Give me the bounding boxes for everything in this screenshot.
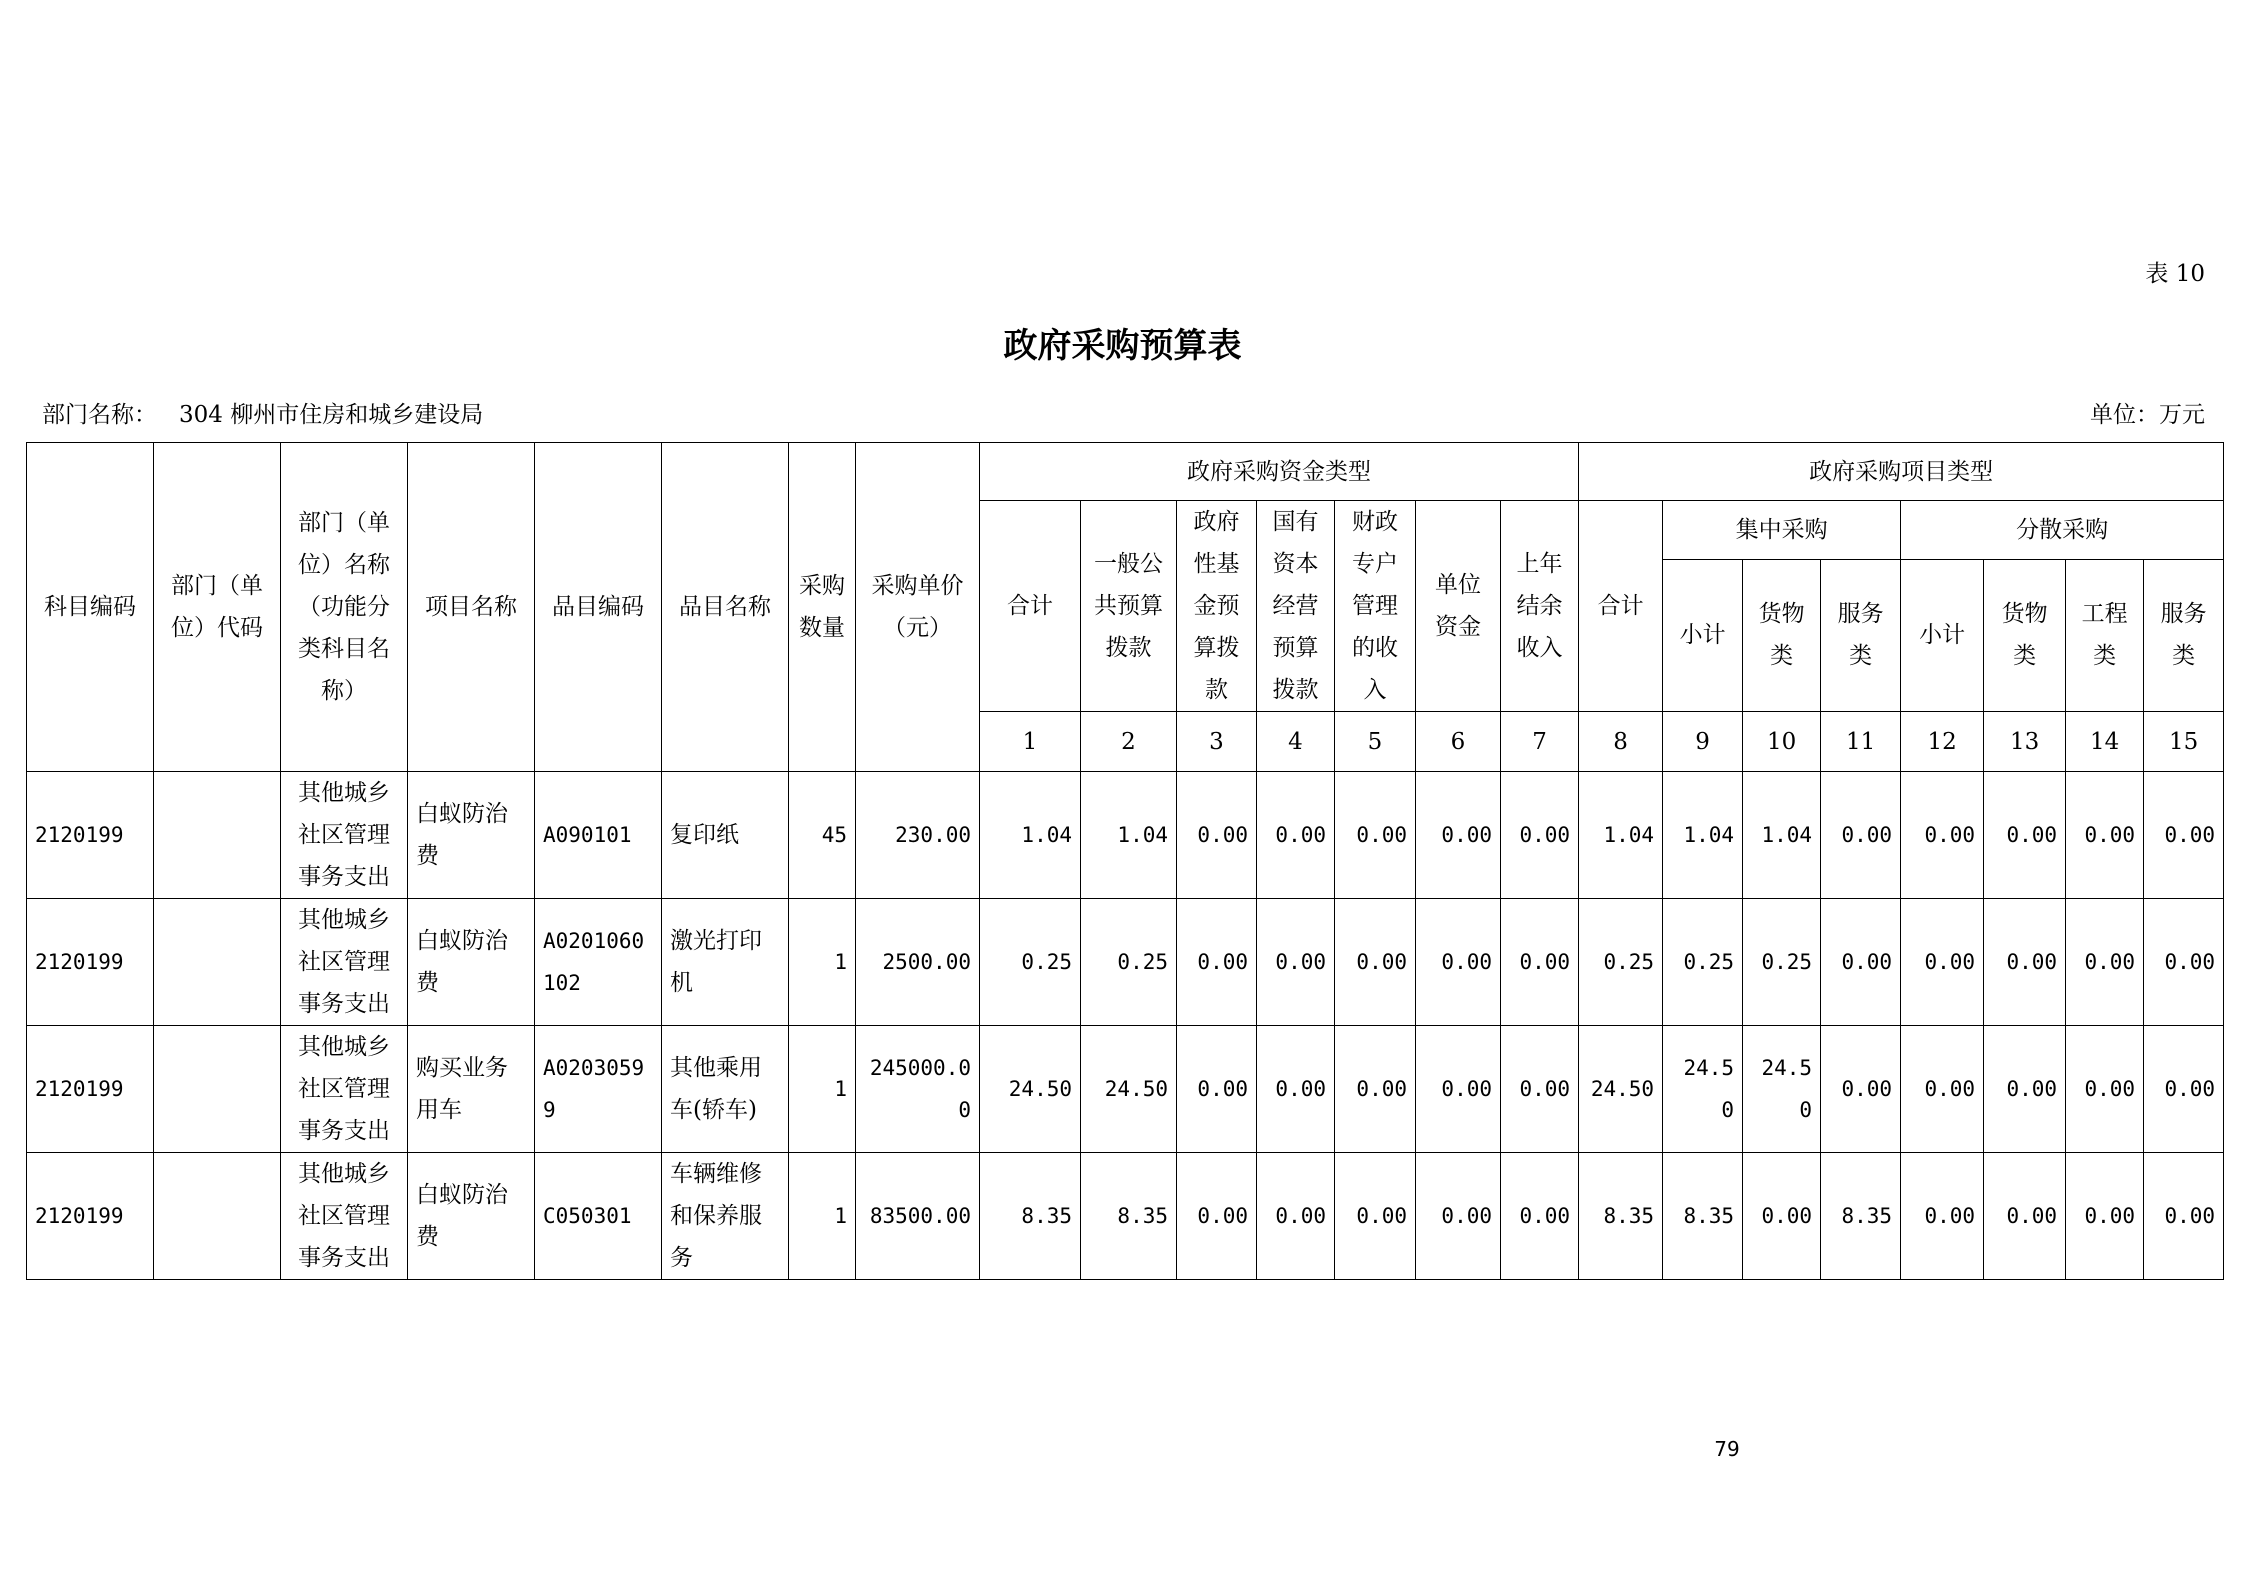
cell-value: 24.50 [1743,1026,1821,1153]
cell-item-code: C050301 [535,1153,662,1280]
header-d-goods: 货物类 [1984,559,2066,711]
header-c-goods: 货物类 [1743,559,1821,711]
header-general-budget: 一般公共预算拨款 [1081,501,1177,712]
cell-value: 0.00 [1416,1153,1501,1280]
cell-dept-name: 其他城乡社区管理事务支出 [281,1026,408,1153]
cell-dept-code [154,772,281,899]
header-special-account: 财政专户管理的收入 [1335,501,1416,712]
cell-value: 0.00 [2066,1026,2144,1153]
cell-value: 0.00 [1501,1026,1579,1153]
cell-value: 1.04 [1743,772,1821,899]
cell-qty: 1 [789,1026,856,1153]
col-number: 7 [1501,712,1579,772]
cell-value: 0.00 [1901,1026,1984,1153]
cell-value: 0.25 [1579,899,1663,1026]
cell-subject-code: 2120199 [27,899,154,1026]
cell-value: 0.25 [1663,899,1743,1026]
cell-value: 1.04 [1081,772,1177,899]
cell-value: 0.00 [1257,899,1335,1026]
cell-value: 0.00 [1901,1153,1984,1280]
table-row [27,1026,2224,1153]
header-quantity: 采购数量 [789,443,856,772]
cell-value: 0.00 [1177,1026,1257,1153]
header-d-subtotal: 小计 [1901,559,1984,711]
cell-qty: 1 [789,1153,856,1280]
department-line [42,396,483,429]
cell-project: 白蚁防治费 [408,772,535,899]
cell-value: 0.00 [1335,1026,1416,1153]
cell-value: 0.25 [980,899,1081,1026]
cell-item-name: 其他乘用车(轿车) [662,1026,789,1153]
col-number: 10 [1743,712,1821,772]
cell-item-name: 车辆维修和保养服务 [662,1153,789,1280]
department-label: 部门名称： [42,402,157,428]
header-d-works: 工程类 [2066,559,2144,711]
cell-dept-name: 其他城乡社区管理事务支出 [281,772,408,899]
header-unit-fund: 单位资金 [1416,501,1501,712]
cell-value: 0.00 [1416,772,1501,899]
cell-value: 24.50 [1663,1026,1743,1153]
table-row [27,899,2224,1026]
cell-value: 8.35 [980,1153,1081,1280]
cell-value: 0.00 [1416,899,1501,1026]
cell-value: 0.00 [2066,1153,2144,1280]
header-state-capital: 国有资本经营预算拨款 [1257,501,1335,712]
cell-qty: 1 [789,899,856,1026]
header-gov-fund: 政府性基金预算拨款 [1177,501,1257,712]
procurement-budget-table [26,442,2224,1280]
header-fund-total: 合计 [980,501,1081,712]
cell-value: 24.50 [980,1026,1081,1153]
cell-dept-code [154,1026,281,1153]
header-subject-code: 科目编码 [27,443,154,772]
header-dept-name: 部门（单位）名称（功能分类科目名称） [281,443,408,772]
cell-value: 8.35 [1663,1153,1743,1280]
cell-value: 24.50 [1579,1026,1663,1153]
cell-value: 0.00 [1501,772,1579,899]
cell-dept-code [154,1153,281,1280]
col-number: 6 [1416,712,1501,772]
cell-project: 购买业务用车 [408,1026,535,1153]
header-item-code: 品目编码 [535,443,662,772]
cell-item-code: A0201060102 [535,899,662,1026]
cell-value: 0.00 [1821,772,1901,899]
col-number: 13 [1984,712,2066,772]
col-number: 14 [2066,712,2144,772]
header-item-name: 品目名称 [662,443,789,772]
header-fund-type: 政府采购资金类型 [980,443,1579,501]
header-proj-total: 合计 [1579,501,1663,712]
col-number: 12 [1901,712,1984,772]
header-dept-code: 部门（单位）代码 [154,443,281,772]
cell-subject-code: 2120199 [27,1153,154,1280]
cell-value: 0.00 [1821,1026,1901,1153]
header-unit-price: 采购单价（元） [856,443,980,772]
cell-item-code: A02030599 [535,1026,662,1153]
cell-value: 24.50 [1081,1026,1177,1153]
col-number: 8 [1579,712,1663,772]
cell-price: 2500.00 [856,899,980,1026]
page-number: 79 [1714,1437,1740,1461]
cell-subject-code: 2120199 [27,772,154,899]
header-project-name: 项目名称 [408,443,535,772]
cell-price: 230.00 [856,772,980,899]
cell-value: 0.00 [1416,1026,1501,1153]
cell-value: 0.25 [1081,899,1177,1026]
col-number: 2 [1081,712,1177,772]
cell-subject-code: 2120199 [27,1026,154,1153]
cell-value: 0.00 [2144,899,2224,1026]
cell-value: 8.35 [1081,1153,1177,1280]
cell-value: 0.00 [1984,1026,2066,1153]
cell-price: 245000.00 [856,1026,980,1153]
header-c-services: 服务类 [1821,559,1901,711]
cell-project: 白蚁防治费 [408,899,535,1026]
cell-item-code: A090101 [535,772,662,899]
unit-label: 单位：万元 [2090,402,2205,428]
cell-value: 1.04 [1663,772,1743,899]
cell-value: 0.00 [1335,1153,1416,1280]
cell-dept-name: 其他城乡社区管理事务支出 [281,1153,408,1280]
cell-project: 白蚁防治费 [408,1153,535,1280]
header-dispersed: 分散采购 [1901,501,2224,560]
cell-value: 0.00 [1743,1153,1821,1280]
cell-price: 83500.00 [856,1153,980,1280]
cell-value: 0.00 [1177,772,1257,899]
header-project-type: 政府采购项目类型 [1579,443,2224,501]
cell-value: 0.00 [2066,899,2144,1026]
department-value: 304 柳州市住房和城乡建设局 [179,402,484,428]
cell-value: 0.00 [2144,1153,2224,1280]
cell-value: 0.00 [1901,772,1984,899]
cell-value: 0.00 [1257,1153,1335,1280]
header-carryover: 上年结余收入 [1501,501,1579,712]
cell-value: 8.35 [1579,1153,1663,1280]
col-number: 5 [1335,712,1416,772]
cell-value: 1.04 [980,772,1081,899]
cell-value: 0.00 [1257,1026,1335,1153]
col-number: 9 [1663,712,1743,772]
cell-value: 0.25 [1743,899,1821,1026]
table-row [27,772,2224,899]
cell-value: 0.00 [1335,899,1416,1026]
cell-qty: 45 [789,772,856,899]
cell-value: 0.00 [1257,772,1335,899]
cell-value: 0.00 [2144,1026,2224,1153]
cell-dept-code [154,899,281,1026]
cell-value: 0.00 [1335,772,1416,899]
col-number: 4 [1257,712,1335,772]
cell-value: 0.00 [2066,772,2144,899]
cell-value: 0.00 [2144,772,2224,899]
cell-item-name: 激光打印机 [662,899,789,1026]
col-number: 3 [1177,712,1257,772]
col-number: 15 [2144,712,2224,772]
cell-dept-name: 其他城乡社区管理事务支出 [281,899,408,1026]
col-number: 11 [1821,712,1901,772]
header-centralized: 集中采购 [1663,501,1901,560]
cell-value: 0.00 [1984,899,2066,1026]
cell-value: 0.00 [1177,1153,1257,1280]
cell-item-name: 复印纸 [662,772,789,899]
cell-value: 0.00 [1177,899,1257,1026]
cell-value: 0.00 [1821,899,1901,1026]
header-c-subtotal: 小计 [1663,559,1743,711]
header-d-services: 服务类 [2144,559,2224,711]
table-row [27,1153,2224,1280]
table-number: 表 10 [2145,261,2205,287]
page-title: 政府采购预算表 [1003,326,1242,366]
cell-value: 0.00 [1984,772,2066,899]
cell-value: 1.04 [1579,772,1663,899]
cell-value: 0.00 [1501,899,1579,1026]
cell-value: 0.00 [1901,899,1984,1026]
cell-value: 8.35 [1821,1153,1901,1280]
cell-value: 0.00 [1501,1153,1579,1280]
col-number: 1 [980,712,1081,772]
cell-value: 0.00 [1984,1153,2066,1280]
